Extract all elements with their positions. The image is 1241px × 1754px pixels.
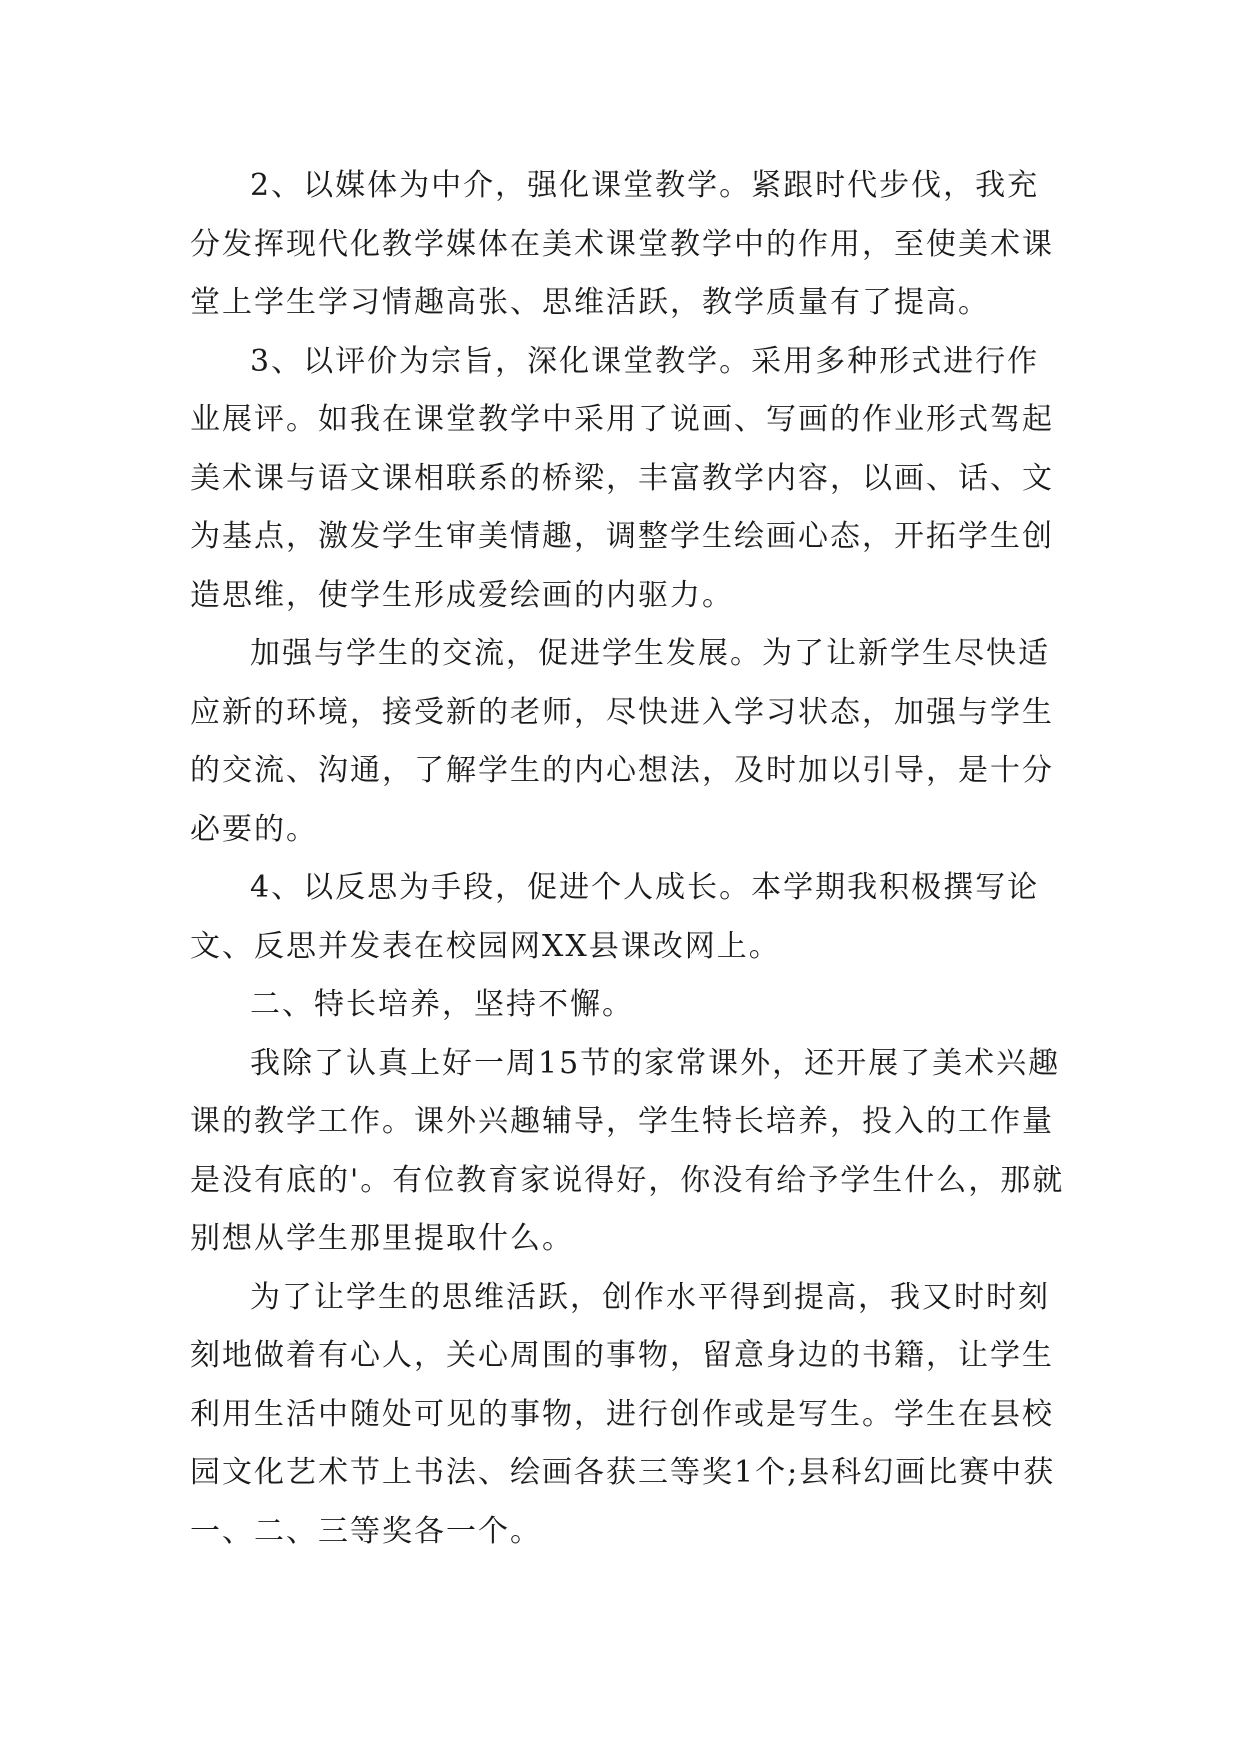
- paragraph-student-communication: 加强与学生的交流，促进学生发展。为了让新学生尽快适应新的环境，接受新的老师，尽快进入学习状态，加强与学生的交流、沟通，了解学生的内心想法，及时加以引导，是十分必要的。: [190, 636, 1054, 847]
- paragraph-evaluation-teaching: 3、以评价为宗旨，深化课堂教学。采用多种形式进行作业展评。如我在课堂教学中采用了说画、写画的作业形式驾起美术课与语文课相联系的桥梁，丰富教学内容，以画、话、文为基点，激发学生审美情趣，调整学生绘画心态，开拓学生创造思维，使学生形成爱绘画的内驱力。: [190, 343, 1054, 613]
- paragraph-reflection: 4、以反思为手段，促进个人成长。本学期我积极撰写论文、反思并发表在校园网XX县课改网上。: [190, 870, 1040, 964]
- paragraph-awards: 为了让学生的思维活跃，创作水平得到提高，我又时时刻刻地做着有心人，关心周围的事物，留意身边的书籍，让学生利用生活中随处可见的事物，进行创作或是写生。学生在县校园文化艺术节上书法、绘画各获三等奖1个;县科幻画比赛中获一、二、三等奖各一个。: [190, 1279, 1056, 1549]
- section-heading-specialty: 二、特长培养，坚持不懈。: [250, 987, 634, 1022]
- document-body: [190, 157, 1070, 1561]
- paragraph-media-teaching: 2、以媒体为中介，强化课堂教学。紧跟时代步伐，我充分发挥现代化教学媒体在美术课堂教学中的作用，至使美术课堂上学生学习情趣高张、思维活跃，教学质量有了提高。: [190, 168, 1054, 320]
- paragraph-interest-class: 我除了认真上好一周15节的家常课外，还开展了美术兴趣课的教学工作。课外兴趣辅导，学生特长培养，投入的工作量是没有底的'。有位教育家说得好，你没有给予学生什么，那就别想从学生那里提取什么。: [190, 1045, 1065, 1256]
